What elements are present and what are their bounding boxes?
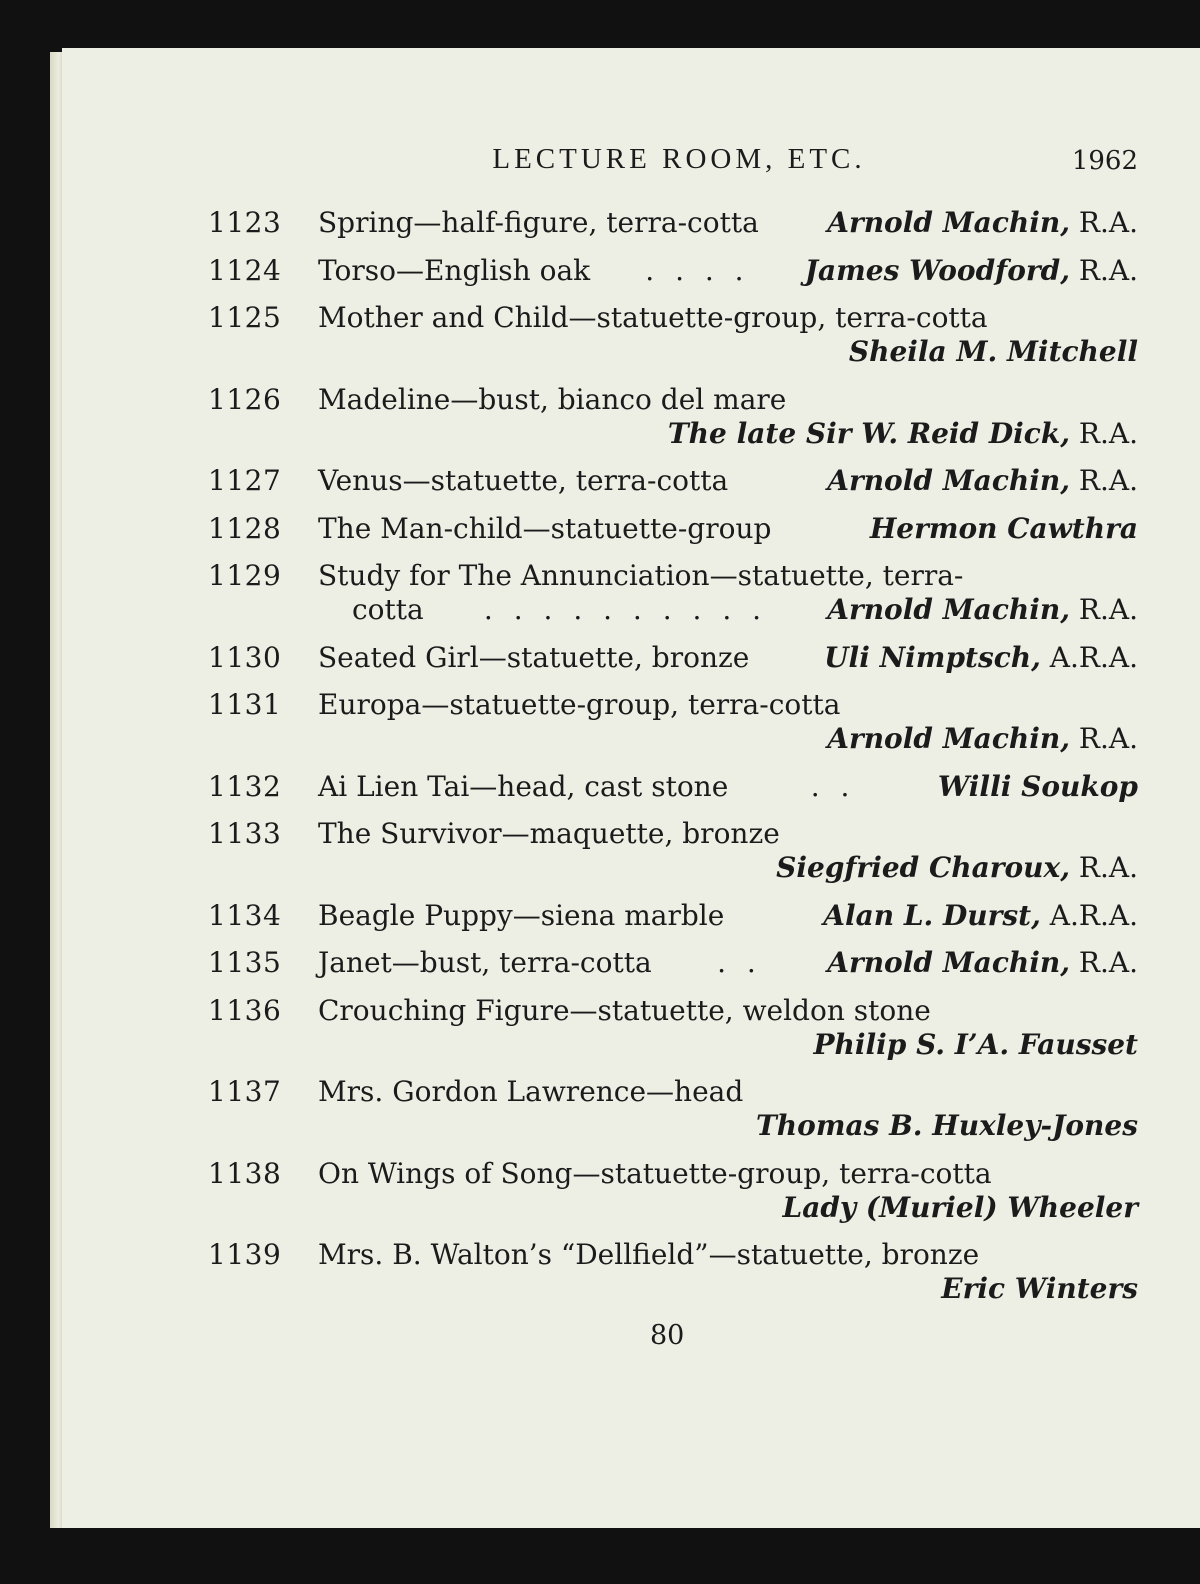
entry-title: Crouching Figure—statuette, weldon stone <box>318 993 931 1027</box>
entry-title: Torso—English oak <box>318 253 591 287</box>
entry-artist: Arnold Machin, <box>827 464 1070 497</box>
entry <box>208 1238 1138 1306</box>
entry-artist: Willi Soukop <box>937 769 1138 803</box>
entry-artist: Eric Winters <box>941 1272 1138 1305</box>
entry-honour: R.A. <box>1069 464 1138 497</box>
entry-number: 1139 <box>208 1238 282 1271</box>
entry-number: 1126 <box>208 382 282 416</box>
entry-honour: R.A. <box>1069 946 1138 979</box>
entry-number: 1138 <box>208 1156 282 1190</box>
leader-dots <box>771 512 869 546</box>
entry <box>208 206 1138 240</box>
entry-number: 1134 <box>208 898 282 932</box>
entry-list <box>208 206 1138 1320</box>
entry <box>208 464 1138 498</box>
entry-artist: Alan L. Durst, <box>823 898 1041 932</box>
leader-dots <box>749 641 824 675</box>
entry-number: 1123 <box>208 206 282 239</box>
entry-number: 1130 <box>208 640 282 674</box>
entry-title: Beagle Puppy—siena marble <box>318 898 725 932</box>
entry-artist: Arnold Machin, <box>827 946 1070 979</box>
entry <box>208 770 1138 804</box>
entry-number: 1124 <box>208 253 282 287</box>
entry-honour: R.A. <box>1069 416 1138 450</box>
entry <box>208 946 1138 980</box>
entry-artist: Philip S. I’A. Fausset <box>813 1027 1138 1061</box>
entry-artist: Uli Nimptsch, <box>824 640 1041 674</box>
entry-title: Janet—bust, terra-cotta <box>318 946 652 979</box>
leader-dots: . . . . . . . . . . <box>483 593 768 626</box>
entry-honour: A.R.A. <box>1040 898 1138 932</box>
section-title: LECTURE ROOM, ETC. <box>492 143 866 175</box>
entry-title: Mother and Child—statuette-group, terra-cotta <box>318 301 988 334</box>
entry <box>208 301 1138 369</box>
entry-title-continuation: cotta <box>352 593 424 626</box>
entry-number: 1133 <box>208 817 282 850</box>
entry-artist: Hermon Cawthra <box>869 511 1138 545</box>
entry-artist: The late Sir W. Reid Dick, <box>667 416 1070 450</box>
entry-title: Europa—statuette-group, terra-cotta <box>318 688 841 721</box>
year: 1962 <box>1071 146 1138 176</box>
entry-honour: R.A. <box>1069 593 1138 626</box>
entry-artist: Arnold Machin, <box>827 722 1070 755</box>
entry-title: Seated Girl—statuette, bronze <box>318 640 750 674</box>
entry-number: 1132 <box>208 769 282 803</box>
entry-artist: Arnold Machin, <box>827 206 1070 239</box>
entry-title: On Wings of Song—statuette-group, terra-cotta <box>318 1156 992 1190</box>
leader-dots <box>759 206 827 240</box>
entry-title: Mrs. B. Walton’s “Dellfield”—statuette, bronze <box>318 1238 980 1271</box>
entry <box>208 817 1138 885</box>
entry-honour: A.R.A. <box>1040 640 1138 674</box>
entry-honour: R.A. <box>1069 722 1138 755</box>
leader-dots <box>728 464 827 498</box>
entry <box>208 383 1138 451</box>
catalogue-page <box>62 48 1200 1528</box>
entry-title: Study for The Annunciation—statuette, terra- <box>318 559 964 592</box>
entry-title: The Survivor—maquette, bronze <box>318 817 780 850</box>
entry-number: 1136 <box>208 993 282 1027</box>
leader-dots: . . . . <box>645 253 750 287</box>
entry <box>208 559 1138 627</box>
entry-title: The Man-child—statuette-group <box>318 511 772 545</box>
entry-honour: R.A. <box>1069 206 1138 239</box>
leader-dots: . . <box>717 946 762 979</box>
entry-artist: Arnold Machin, <box>827 593 1070 626</box>
entry-artist: Thomas B. Huxley-Jones <box>755 1109 1138 1142</box>
entry <box>208 1075 1138 1143</box>
entry-honour: R.A. <box>1069 253 1138 287</box>
entry <box>208 254 1138 288</box>
entry-honour: R.A. <box>1069 851 1138 884</box>
page-number: 80 <box>650 1320 685 1351</box>
entry-title: Mrs. Gordon Lawrence—head <box>318 1075 744 1108</box>
entry-artist: Siegfried Charoux, <box>776 851 1070 884</box>
entry <box>208 688 1138 756</box>
entry-number: 1135 <box>208 946 282 979</box>
running-head <box>440 144 918 174</box>
entry-title: Venus—statuette, terra-cotta <box>318 464 729 497</box>
entry <box>208 641 1138 675</box>
entry <box>208 899 1138 933</box>
entry-number: 1127 <box>208 464 282 497</box>
entry-title: Spring—half-figure, terra-cotta <box>318 206 759 239</box>
entry-number: 1125 <box>208 301 282 334</box>
leader-dots: . . <box>810 769 856 803</box>
entry-artist: Lady (Muriel) Wheeler <box>782 1190 1138 1224</box>
entry-title: Madeline—bust, bianco del mare <box>318 382 787 416</box>
entry-number: 1131 <box>208 688 282 721</box>
entry-number: 1137 <box>208 1075 282 1108</box>
entry <box>208 1157 1138 1225</box>
entry-title: Ai Lien Tai—head, cast stone <box>318 769 729 803</box>
entry <box>208 994 1138 1062</box>
leader-dots <box>724 899 823 933</box>
entry-artist: James Woodford, <box>804 253 1070 287</box>
entry-artist: Sheila M. Mitchell <box>848 335 1138 368</box>
entry <box>208 512 1138 546</box>
entry-number: 1128 <box>208 511 282 545</box>
entry-number: 1129 <box>208 559 282 592</box>
